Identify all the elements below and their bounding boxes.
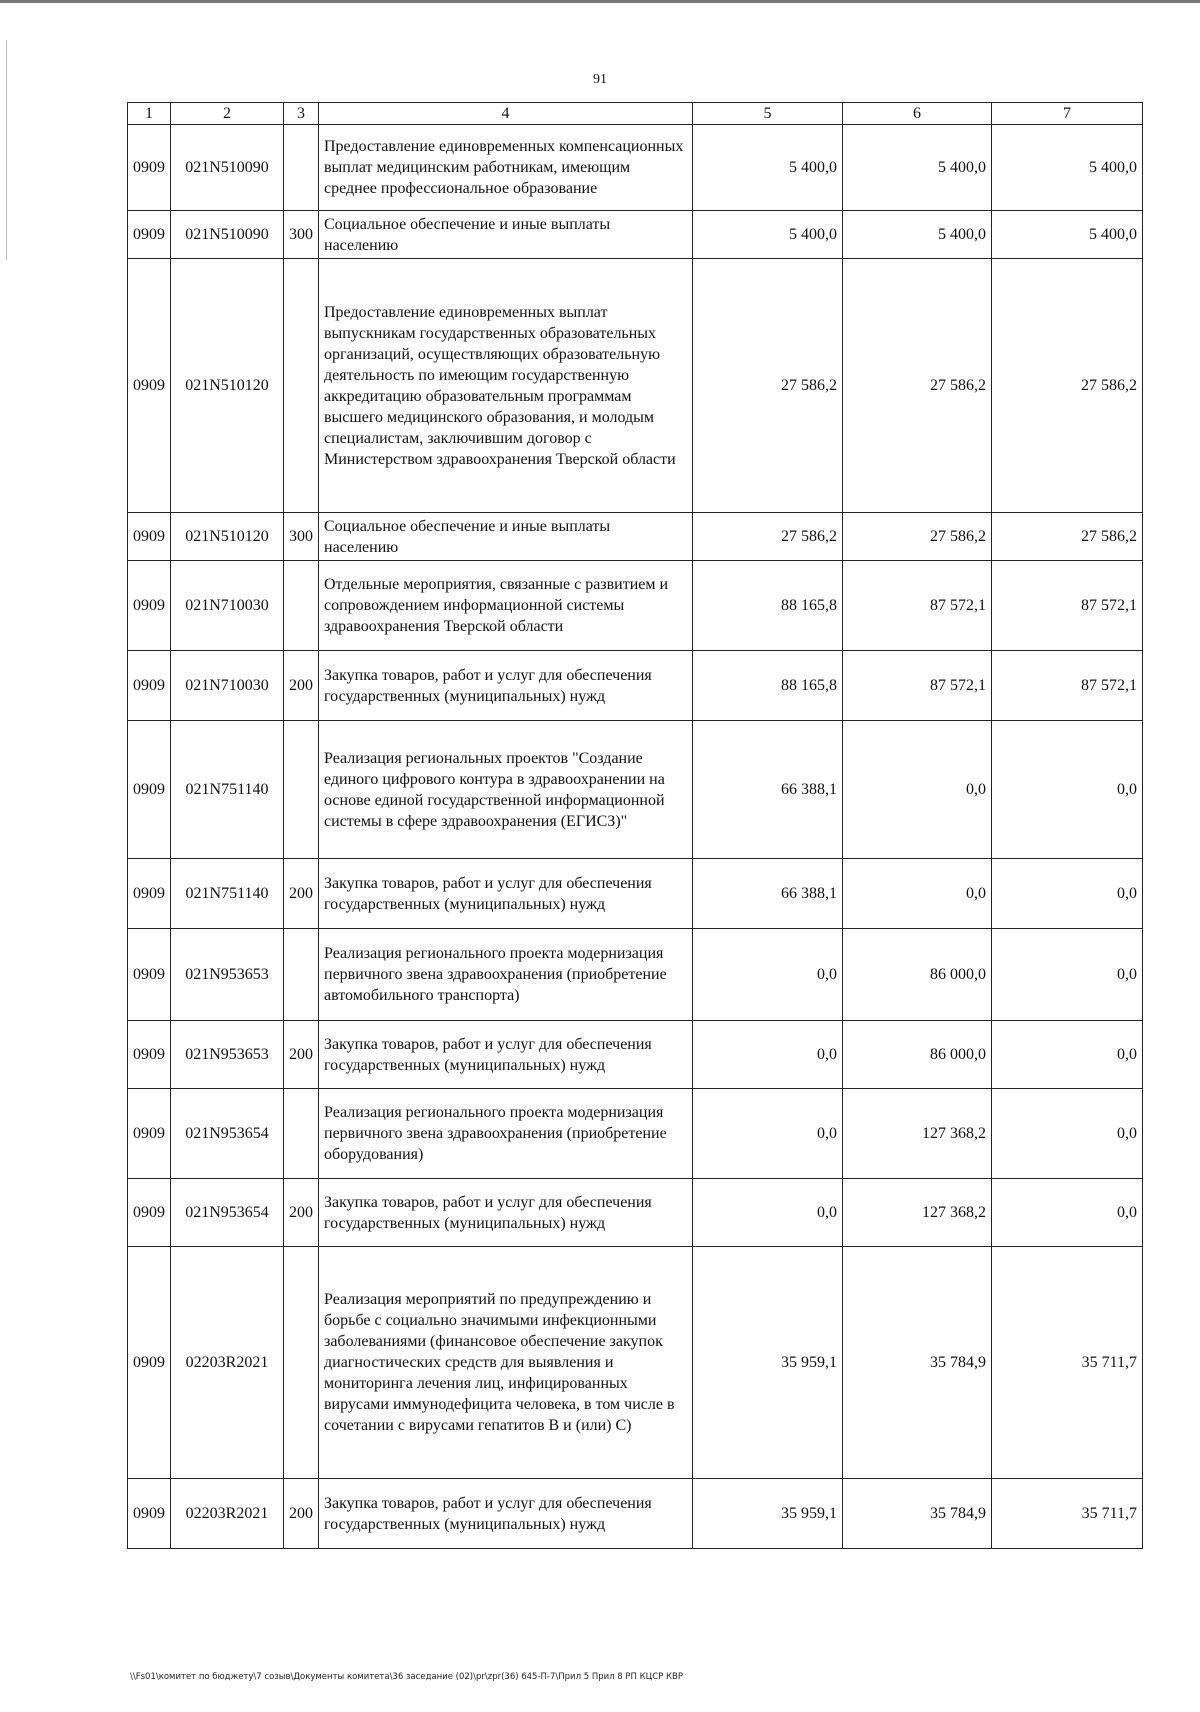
description-cell: Закупка товаров, работ и услуг для обеспечения государственных (муниципальных) нужд [319,1479,693,1549]
column-header: 2 [171,103,284,125]
column-header: 4 [319,103,693,125]
description-cell: Закупка товаров, работ и услуг для обеспечения государственных (муниципальных) нужд [319,1179,693,1247]
section-code-cell: 0909 [128,651,171,721]
description-cell: Реализация региональных проектов "Создание единого цифрового контура в здравоохранении на основе единой государственной информационной системы в сфере здравоохранения (ЕГИСЗ)" [319,721,693,859]
table-row [128,651,1143,721]
description-cell: Закупка товаров, работ и услуг для обеспечения государственных (муниципальных) нужд [319,859,693,929]
amount-col5-cell: 5 400,0 [693,211,843,259]
amount-col6-cell: 127 368,2 [843,1089,992,1179]
section-code-cell: 0909 [128,721,171,859]
section-code-cell: 0909 [128,1479,171,1549]
page-number: 91 [593,72,607,87]
amount-col5-cell: 88 165,8 [693,651,843,721]
amount-col7-cell: 87 572,1 [992,651,1143,721]
target-article-cell: 021N510120 [171,259,284,513]
amount-col6-cell: 0,0 [843,721,992,859]
expense-type-cell: 200 [284,651,319,721]
amount-col7-cell: 87 572,1 [992,561,1143,651]
table-row [128,1089,1143,1179]
table-row [128,859,1143,929]
amount-col6-cell: 35 784,9 [843,1479,992,1549]
section-code-cell: 0909 [128,859,171,929]
description-cell: Реализация мероприятий по предупреждению и борьбе с социально значимыми инфекционными заболеваниями (финансовое обеспечение закупок диагностических средств для выявления и мониторинга лечения лиц, инфицированных вирусами иммунодефицита человека, в том числе в сочетании с вирусами гепатитов В и (или) С) [319,1247,693,1479]
table-row [128,1479,1143,1549]
description-cell: Закупка товаров, работ и услуг для обеспечения государственных (муниципальных) нужд [319,1021,693,1089]
amount-col5-cell: 27 586,2 [693,259,843,513]
footer-file-path: \\Fs01\комитет по бюджету\7 созыв\Документы комитета\36 заседание (02)\pr\zpr(36) 645-П-7\Прил 5 Прил 8 РП КЦСР КВР [130,1672,683,1682]
amount-col6-cell: 86 000,0 [843,1021,992,1089]
amount-col7-cell: 0,0 [992,721,1143,859]
column-header: 3 [284,103,319,125]
table-row [128,513,1143,561]
description-cell: Реализация регионального проекта модернизация первичного звена здравоохранения (приобретение оборудования) [319,1089,693,1179]
description-cell: Предоставление единовременных выплат выпускникам государственных образовательных организаций, осуществляющих образовательную деятельность по имеющим государственную аккредитацию образовательным программам высшего медицинского образования, и молодым специалистам, заключившим договор с Министерством здравоохранения Тверской области [319,259,693,513]
expense-type-cell: 200 [284,1021,319,1089]
table-row [128,125,1143,211]
scan-top-edge [0,0,1200,3]
amount-col5-cell: 5 400,0 [693,125,843,211]
description-cell: Социальное обеспечение и иные выплаты населению [319,211,693,259]
column-header: 6 [843,103,992,125]
column-header: 1 [128,103,171,125]
target-article-cell: 021N710030 [171,651,284,721]
amount-col6-cell: 35 784,9 [843,1247,992,1479]
target-article-cell: 021N953653 [171,1021,284,1089]
target-article-cell: 02203R2021 [171,1247,284,1479]
amount-col7-cell: 5 400,0 [992,125,1143,211]
amount-col5-cell: 66 388,1 [693,859,843,929]
amount-col7-cell: 0,0 [992,859,1143,929]
target-article-cell: 021N710030 [171,561,284,651]
amount-col7-cell: 27 586,2 [992,259,1143,513]
section-code-cell: 0909 [128,929,171,1021]
target-article-cell: 021N510090 [171,211,284,259]
amount-col7-cell: 27 586,2 [992,513,1143,561]
section-code-cell: 0909 [128,211,171,259]
amount-col5-cell: 0,0 [693,1179,843,1247]
amount-col6-cell: 0,0 [843,859,992,929]
target-article-cell: 021N953654 [171,1179,284,1247]
amount-col6-cell: 127 368,2 [843,1179,992,1247]
amount-col6-cell: 87 572,1 [843,561,992,651]
expense-type-cell [284,1247,319,1479]
table-row [128,561,1143,651]
description-cell: Социальное обеспечение и иные выплаты населению [319,513,693,561]
table-row [128,259,1143,513]
expense-type-cell [284,259,319,513]
amount-col7-cell: 35 711,7 [992,1479,1143,1549]
amount-col6-cell: 27 586,2 [843,259,992,513]
section-code-cell: 0909 [128,1089,171,1179]
section-code-cell: 0909 [128,1021,171,1089]
expense-type-cell: 200 [284,1179,319,1247]
expense-type-cell: 300 [284,211,319,259]
amount-col7-cell: 5 400,0 [992,211,1143,259]
target-article-cell: 021N953654 [171,1089,284,1179]
expense-type-cell: 200 [284,1479,319,1549]
section-code-cell: 0909 [128,513,171,561]
amount-col5-cell: 88 165,8 [693,561,843,651]
amount-col6-cell: 86 000,0 [843,929,992,1021]
amount-col5-cell: 35 959,1 [693,1479,843,1549]
amount-col7-cell: 0,0 [992,929,1143,1021]
amount-col5-cell: 0,0 [693,929,843,1021]
table-row [128,929,1143,1021]
column-header: 7 [992,103,1143,125]
target-article-cell: 021N510090 [171,125,284,211]
target-article-cell: 021N751140 [171,859,284,929]
amount-col7-cell: 0,0 [992,1179,1143,1247]
table-row [128,1247,1143,1479]
target-article-cell: 021N751140 [171,721,284,859]
amount-col5-cell: 35 959,1 [693,1247,843,1479]
section-code-cell: 0909 [128,259,171,513]
target-article-cell: 02203R2021 [171,1479,284,1549]
table-row [128,211,1143,259]
amount-col7-cell: 0,0 [992,1089,1143,1179]
section-code-cell: 0909 [128,125,171,211]
amount-col6-cell: 5 400,0 [843,211,992,259]
amount-col5-cell: 66 388,1 [693,721,843,859]
amount-col5-cell: 27 586,2 [693,513,843,561]
section-code-cell: 0909 [128,1179,171,1247]
target-article-cell: 021N510120 [171,513,284,561]
expense-type-cell [284,721,319,859]
amount-col7-cell: 0,0 [992,1021,1143,1089]
amount-col6-cell: 27 586,2 [843,513,992,561]
section-code-cell: 0909 [128,1247,171,1479]
amount-col5-cell: 0,0 [693,1021,843,1089]
amount-col6-cell: 5 400,0 [843,125,992,211]
expense-type-cell [284,561,319,651]
expense-type-cell [284,1089,319,1179]
budget-table [127,102,1143,1549]
description-cell: Реализация регионального проекта модернизация первичного звена здравоохранения (приобретение автомобильного транспорта) [319,929,693,1021]
table-row [128,1179,1143,1247]
amount-col5-cell: 0,0 [693,1089,843,1179]
expense-type-cell [284,125,319,211]
section-code-cell: 0909 [128,561,171,651]
expense-type-cell: 300 [284,513,319,561]
expense-type-cell [284,929,319,1021]
column-number-header-row [128,103,1143,125]
table-row [128,1021,1143,1089]
amount-col6-cell: 87 572,1 [843,651,992,721]
description-cell: Отдельные мероприятия, связанные с развитием и сопровождением информационной системы здравоохранения Тверской области [319,561,693,651]
amount-col7-cell: 35 711,7 [992,1247,1143,1479]
expense-type-cell: 200 [284,859,319,929]
description-cell: Предоставление единовременных компенсационных выплат медицинским работникам, имеющим среднее профессиональное образование [319,125,693,211]
column-header: 5 [693,103,843,125]
table-row [128,721,1143,859]
description-cell: Закупка товаров, работ и услуг для обеспечения государственных (муниципальных) нужд [319,651,693,721]
target-article-cell: 021N953653 [171,929,284,1021]
